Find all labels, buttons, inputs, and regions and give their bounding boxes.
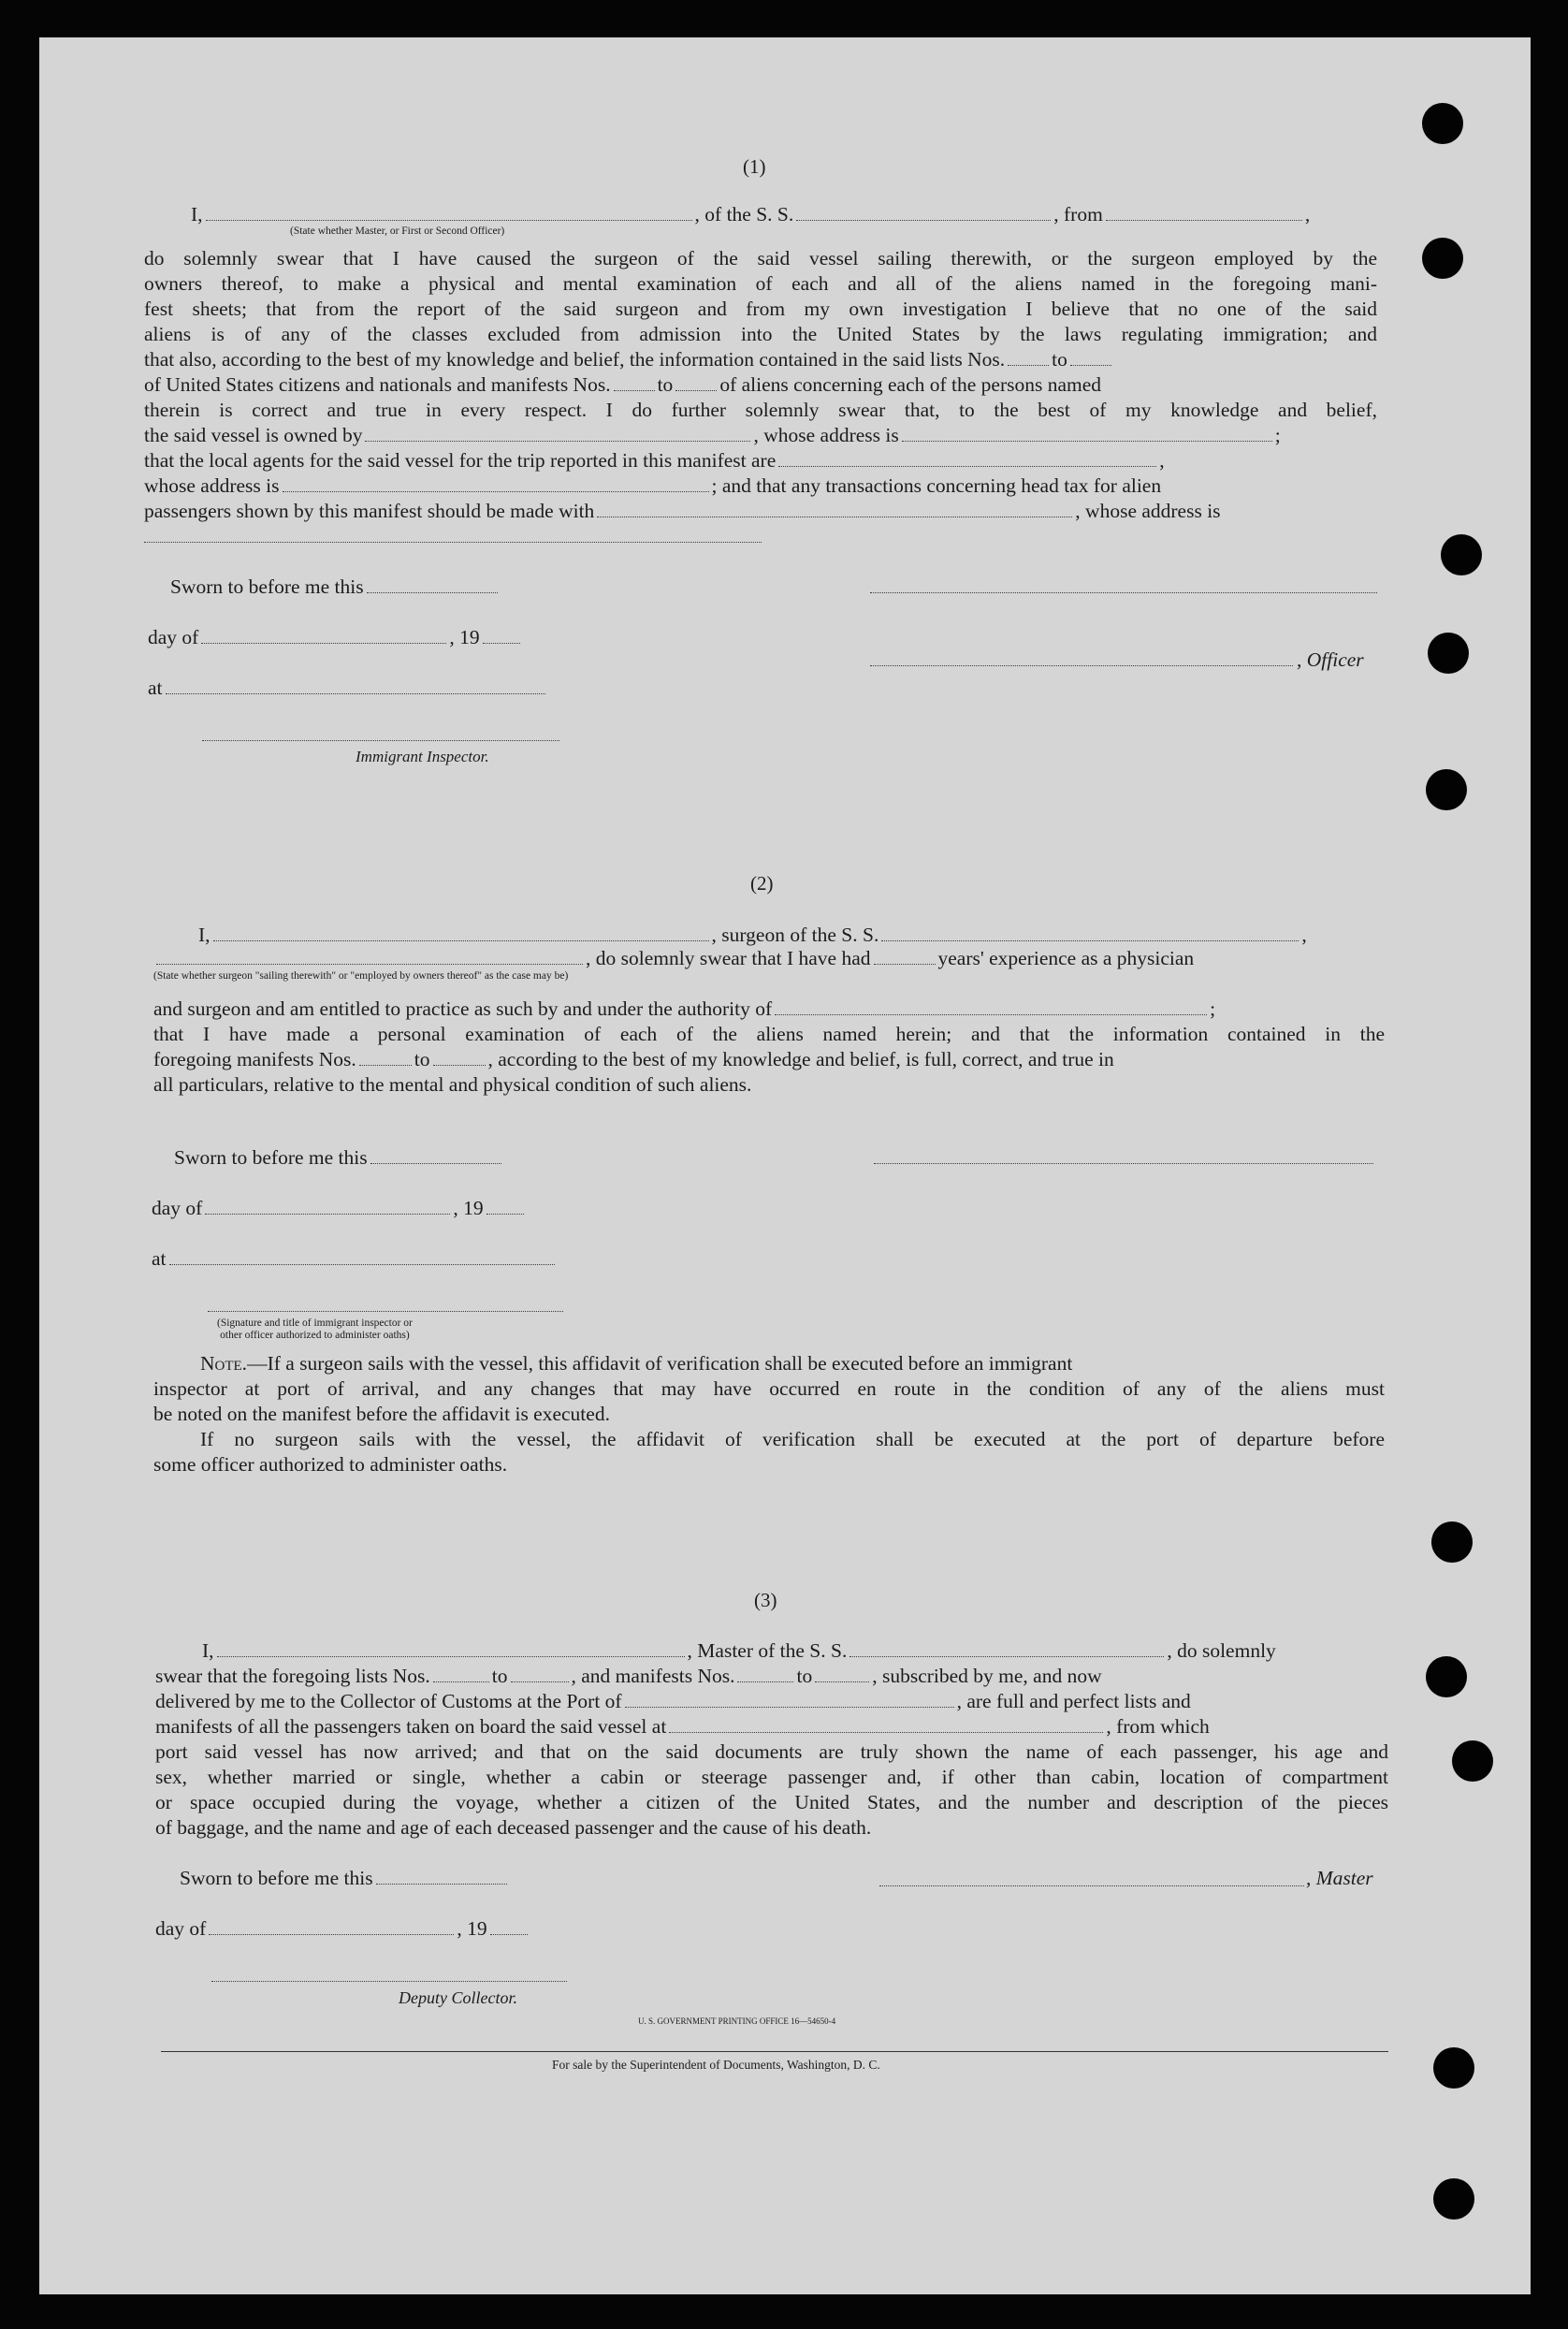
s2-intro-line: I, , surgeon of the S. S. , bbox=[198, 924, 1307, 946]
s2-line-2: , do solemnly swear that I have had years' experience as a physician bbox=[153, 946, 1194, 970]
note-line: If no surgeon sails with the vessel, the affidavit of verification shall be executed at the port of departure before bbox=[200, 1428, 1385, 1450]
section-1-number: (1) bbox=[743, 155, 766, 178]
s2-vessel-field[interactable] bbox=[881, 926, 1299, 941]
surgeon-signature-line[interactable] bbox=[874, 1162, 1373, 1164]
punch-hole bbox=[1431, 1521, 1473, 1563]
surgeon-name-field[interactable] bbox=[213, 926, 709, 941]
s3-manifests-from-field[interactable] bbox=[737, 1667, 793, 1682]
years-experience-field[interactable] bbox=[874, 950, 936, 965]
s3-line-2: swear that the foregoing lists Nos. to , and manifests Nos. to , subscribed by me, and now bbox=[155, 1665, 1102, 1687]
punch-hole bbox=[1426, 1656, 1467, 1697]
s3-month-field[interactable] bbox=[209, 1920, 454, 1935]
owner-address-field[interactable] bbox=[902, 427, 1272, 442]
master-title: , Master bbox=[1306, 1867, 1373, 1889]
punch-hole bbox=[1433, 2178, 1474, 2220]
s3-body-line: of baggage, and the name and age of each deceased passenger and the cause of his death. bbox=[155, 1816, 872, 1839]
master-name-field[interactable] bbox=[217, 1642, 685, 1657]
officer-title: , Officer bbox=[1297, 648, 1364, 671]
authority-field[interactable] bbox=[775, 1000, 1207, 1015]
punch-hole bbox=[1428, 633, 1469, 674]
s1-intro-line: I, , of the S. S. , from , bbox=[191, 203, 1311, 226]
s2-line-4: that I have made a personal examination of each of the aliens named herein; and that the information contained in the bbox=[153, 1023, 1385, 1045]
s2-year-field[interactable] bbox=[486, 1200, 524, 1215]
punch-hole bbox=[1441, 534, 1482, 575]
surgeon-caption: (State whether surgeon "sailing therewith" or "employed by owners thereof" as the case may be) bbox=[153, 970, 569, 982]
officer-signature-line[interactable] bbox=[870, 591, 1377, 593]
officer-signature-line-2[interactable] bbox=[870, 664, 1293, 666]
punch-hole bbox=[1452, 1740, 1493, 1782]
footer-rule bbox=[161, 2051, 1388, 2052]
s3-line-3: delivered by me to the Collector of Customs at the Port of , are full and perfect lists and bbox=[155, 1690, 1191, 1712]
s2-sworn-day-field[interactable] bbox=[370, 1149, 501, 1164]
s1-body-line: that also, according to the best of my knowledge and belief, the information contained in the said lists Nos. to bbox=[144, 347, 1114, 371]
s3-intro-line: I, , Master of the S. S. , do solemnly bbox=[202, 1639, 1276, 1662]
master-signature-line[interactable] bbox=[879, 1885, 1304, 1886]
s1-body-line: do solemnly swear that I have caused the surgeon of the said vessel sailing therewith, or the surgeon employed by the bbox=[144, 247, 1377, 269]
punch-hole bbox=[1433, 2047, 1474, 2089]
s1-body-line: therein is correct and true in every respect. I do further solemnly swear that, to the best of my knowledge and belief, bbox=[144, 399, 1377, 421]
s2-day-line: day of , 19 bbox=[152, 1196, 527, 1220]
s3-body-line: or space occupied during the voyage, whether a citizen of the United States, and the number and description of the pieces bbox=[155, 1791, 1388, 1813]
place-field[interactable] bbox=[166, 679, 545, 694]
embarkation-port-field[interactable] bbox=[669, 1718, 1103, 1733]
s1-day-line: day of , 19 bbox=[148, 625, 523, 649]
manifests-to-field[interactable] bbox=[675, 376, 717, 391]
local-agents-field[interactable] bbox=[778, 452, 1156, 467]
s2-at-line: at bbox=[152, 1246, 558, 1271]
officer-caption: (State whether Master, or First or Second Officer) bbox=[290, 226, 505, 237]
punch-hole bbox=[1422, 103, 1463, 144]
s2-place-field[interactable] bbox=[169, 1250, 555, 1265]
lists-from-field[interactable] bbox=[1008, 351, 1049, 366]
lists-to-field[interactable] bbox=[1070, 351, 1111, 366]
agents-address-field[interactable] bbox=[283, 477, 709, 492]
s1-body-line: fest sheets; that from the report of the said surgeon and from my own investigation I believe that no one of the said bbox=[144, 298, 1377, 320]
s1-sworn-line: Sworn to before me this bbox=[170, 575, 501, 599]
note-line: be noted on the manifest before the affidavit is executed. bbox=[153, 1403, 610, 1425]
port-of-entry-field[interactable] bbox=[625, 1693, 954, 1708]
punch-hole bbox=[1422, 238, 1463, 279]
s3-lists-to-field[interactable] bbox=[511, 1667, 569, 1682]
head-tax-contact-field[interactable] bbox=[597, 502, 1072, 517]
s2-sworn-line: Sworn to before me this bbox=[174, 1145, 504, 1170]
s2-inspector-signature-line[interactable] bbox=[208, 1310, 563, 1312]
month-field[interactable] bbox=[201, 629, 446, 644]
note-line: some officer authorized to administer oaths. bbox=[153, 1453, 508, 1476]
s2-line-5: foregoing manifests Nos. to , according to the best of my knowledge and belief, is full, correct, and true in bbox=[153, 1048, 1114, 1070]
s1-at-line: at bbox=[148, 676, 548, 700]
section-2-number: (2) bbox=[750, 872, 774, 895]
s1-body-line: passengers shown by this manifest should be made with , whose address is bbox=[144, 500, 1221, 522]
inspector-title: Immigrant Inspector. bbox=[356, 748, 489, 765]
inspector-signature-line[interactable] bbox=[202, 739, 559, 741]
s2-manifests-from-field[interactable] bbox=[359, 1051, 412, 1066]
year-field[interactable] bbox=[483, 629, 520, 644]
note-line: inspector at port of arrival, and any changes that may have occurred en route in the condition of any of the aliens must bbox=[153, 1377, 1385, 1400]
s3-vessel-field[interactable] bbox=[849, 1642, 1164, 1657]
s2-month-field[interactable] bbox=[205, 1200, 450, 1215]
s3-year-field[interactable] bbox=[490, 1920, 528, 1935]
note-label: Note. bbox=[200, 1352, 248, 1375]
note-line: Note.—If a surgeon sails with the vessel, this affidavit of verification shall be executed before an immigrant bbox=[200, 1352, 1073, 1375]
deputy-title: Deputy Collector. bbox=[399, 1988, 517, 2007]
s2-manifests-to-field[interactable] bbox=[433, 1051, 486, 1066]
s3-body-line: sex, whether married or single, whether a cabin or steerage passenger and, if other than cabin, location of compartment bbox=[155, 1766, 1388, 1788]
s1-body-line: that the local agents for the said vessel for the trip reported in this manifest are , bbox=[144, 449, 1165, 472]
head-tax-address-field[interactable] bbox=[144, 541, 762, 543]
surgeon-status-field[interactable] bbox=[156, 950, 583, 965]
s3-sworn-day-field[interactable] bbox=[376, 1870, 507, 1885]
s1-body-line: owners thereof, to make a physical and mental examination of each and all of the aliens named in the foregoing mani- bbox=[144, 272, 1377, 295]
s1-body-line: the said vessel is owned by , whose address is ; bbox=[144, 424, 1281, 446]
s1-body-line: whose address is ; and that any transactions concerning head tax for alien bbox=[144, 474, 1162, 497]
s3-day-line: day of , 19 bbox=[155, 1916, 530, 1941]
s2-line-6: all particulars, relative to the mental and physical condition of such aliens. bbox=[153, 1073, 752, 1096]
section-3-number: (3) bbox=[754, 1589, 777, 1611]
s3-line-4: manifests of all the passengers taken on board the said vessel at , from which bbox=[155, 1715, 1210, 1738]
sworn-day-field[interactable] bbox=[367, 578, 498, 593]
s1-body-line: of United States citizens and nationals and manifests Nos. to of aliens concerning each of the persons named bbox=[144, 373, 1102, 396]
s3-body-line: port said vessel has now arrived; and that on the said documents are truly shown the name of each passenger, his age and bbox=[155, 1740, 1388, 1763]
gpo-imprint: U. S. GOVERNMENT PRINTING OFFICE 16—54650-4 bbox=[638, 2016, 836, 2026]
owner-field[interactable] bbox=[365, 427, 750, 442]
s2-sig-caption: (Signature and title of immigrant inspector or other officer authorized to administer oaths) bbox=[217, 1317, 413, 1341]
manifests-from-field[interactable] bbox=[614, 376, 655, 391]
vessel-name-field[interactable] bbox=[796, 206, 1051, 221]
s2-line-3: and surgeon and am entitled to practice as such by and under the authority of ; bbox=[153, 997, 1216, 1020]
deputy-signature-line[interactable] bbox=[211, 1980, 567, 1982]
departure-port-field[interactable] bbox=[1106, 206, 1302, 221]
officer-title-field[interactable] bbox=[206, 206, 692, 221]
s3-sworn-line: Sworn to before me this bbox=[180, 1866, 510, 1890]
s3-lists-from-field[interactable] bbox=[433, 1667, 489, 1682]
s1-body-line: aliens is of any of the classes excluded from admission into the United States by the laws regulating immigration; and bbox=[144, 323, 1377, 345]
punch-hole bbox=[1426, 769, 1467, 810]
sale-notice: For sale by the Superintendent of Documents, Washington, D. C. bbox=[552, 2058, 880, 2072]
s3-manifests-to-field[interactable] bbox=[815, 1667, 869, 1682]
